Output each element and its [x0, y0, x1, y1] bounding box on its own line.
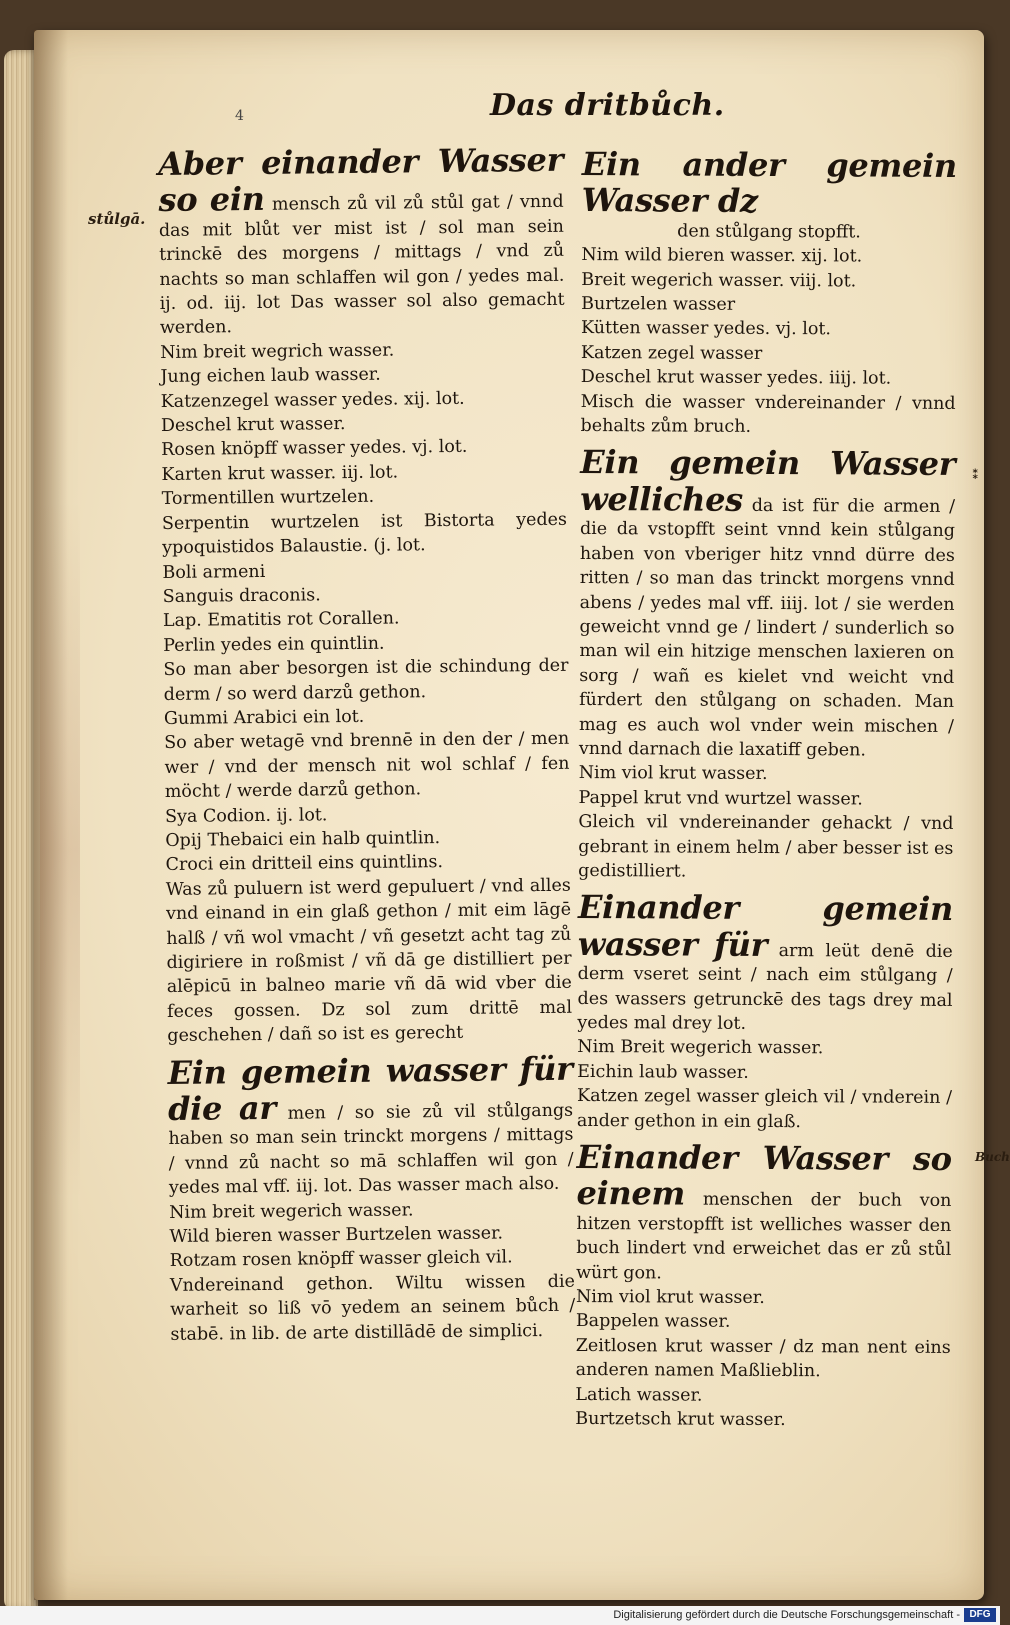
recipe-section [578, 444, 955, 885]
ingredient-list [575, 1285, 951, 1433]
ingredient-list [160, 337, 572, 1049]
ingredient-item: Eichin laub wasser. [577, 1061, 749, 1083]
page-number: 4 [235, 108, 244, 124]
left-column [158, 142, 576, 1347]
section-heading: Ein gemein wasser für die ar [167, 1049, 573, 1128]
section-body: da ist für die armen / die da vstopfft seint vnnd kein stůlgang haben von vberiger hitz vnnd dürre des ritten / so man das trinckt morgens vnnd abens / yedes mal vff. iiij. lot / sie werden geweicht vnnd ge / lindert / sunderlich so man wil ein hitzige menschen laxieren on sorg / wañ es kielet vnd weicht vnd fürdert den stůlgang on schaden. Man mag es auch wol vnder wein mischen / vnnd darnach die laxatiff geben. [578, 495, 956, 761]
ingredient-item: Serpentin wurtzelen ist Bistorta yedes ypoquistidos Balaustie. (j. lot. [161, 509, 568, 559]
ingredient-item: Nim breit wegerich wasser. [169, 1200, 414, 1223]
page-stack-edge [4, 50, 38, 1610]
section-body: men / so sie zů vil stůlgangs haben so man sein trinckt morgens / mittags / vnnd zů nacht so mā schlaffen wil gon / yedes mal vff. iij. lot. Das wasser mach also. [168, 1100, 574, 1199]
ingredient-item: Kütten wasser yedes. vj. lot. [580, 318, 832, 340]
ingredient-item: Nim viol krut wasser. [578, 763, 768, 785]
ingredient-item: Deschel krut wasser. [160, 414, 346, 437]
ingredient-item: Latich wasser. [575, 1384, 703, 1406]
ingredient-item: Breit wegerich wasser. viij. lot. [581, 269, 857, 292]
recipe-section [577, 889, 953, 1135]
digitization-footer [0, 1606, 1000, 1625]
margin-note-mark: ⁑ [972, 468, 979, 483]
ingredient-item: So aber wetagē vnd brennē in den der / men wer / vnd der mensch nit wol schlaf / fen möcht / werde darzů gethon. [164, 729, 570, 803]
ingredient-item: Bappelen wasser. [575, 1311, 731, 1333]
ingredient-item: Burtzetsch krut wasser. [575, 1409, 786, 1431]
margin-note-stulgang: stůlgā. [88, 210, 146, 228]
section-heading: Einander Wasser so einem [576, 1138, 952, 1213]
ingredient-item: Nim breit wegrich wasser. [160, 340, 395, 363]
ingredient-item: Pappel krut vnd wurtzel wasser. [578, 787, 863, 810]
section-heading: Aber einander Wasser so ein [157, 140, 564, 220]
ingredient-item: Opij Thebaici ein halb quintlin. [165, 828, 441, 851]
ingredient-list [169, 1196, 576, 1347]
ingredient-item: So man aber besorgen ist die schindung der derm / so werd darzů gethon. [163, 655, 569, 705]
ingredient-list [577, 1035, 953, 1135]
recipe-section [158, 142, 572, 1049]
ingredient-item: Nim Breit wegerich wasser. [577, 1037, 824, 1059]
ingredient-item: Rosen knöpff wasser yedes. vj. lot. [161, 437, 468, 461]
section-heading: Ein gemein Wasser welliches [580, 443, 956, 519]
ingredient-item: Jung eichen laub wasser. [160, 364, 381, 388]
ingredient-item: Zeitlosen krut wasser / dz man nent eins anderen namen Maßlieblin. [575, 1335, 951, 1382]
section-body: arm leüt denē die derm vseret seint / nach eim stůlgang / des wassers getrunckē des tags drey mal yedes mal drey lot. [577, 940, 953, 1034]
section-body: menschen der buch von hitzen verstopfft ist welliches wasser den buch lindert vnd erweichet das er zů stůl würt gon. [576, 1190, 952, 1284]
ingredient-item: Deschel krut wasser yedes. iiij. lot. [580, 367, 892, 389]
ingredient-item: Burtzelen wasser [581, 294, 736, 315]
ingredient-item: Katzen zegel wasser [580, 342, 763, 364]
section-body: mensch zů vil zů stůl gat / vnnd das mit blůt ver mist ist / sol man sein trinckē des morgens / mittags / vnd zů nachts so man schlaffen wil gon / yedes mal. ij. od. iij. lot Das wasser sol also gemacht werden. [158, 192, 565, 339]
section-body: den stůlgang stopfft. [677, 221, 861, 243]
section-heading: Einander gemein wasser für [577, 888, 954, 964]
funding-credit: Digitalisierung gefördert durch die Deutsche Forschungsgemeinschaft - [613, 1609, 960, 1621]
ingredient-item: Karten krut wasser. iij. lot. [161, 462, 399, 485]
ingredient-item: Tormentillen wurtzelen. [161, 487, 375, 510]
margin-note-buch: Buch [975, 1150, 1010, 1164]
page-stain [40, 500, 80, 1200]
ingredient-item: Rotzam rosen knöpff wasser gleich vil. [169, 1247, 513, 1272]
recipe-section [575, 1139, 952, 1433]
ingredient-item: Sanguis draconis. [162, 585, 321, 607]
running-head: Das dritbůch. [490, 88, 725, 123]
ingredient-list [580, 243, 956, 440]
ingredient-item: Katzen zegel wasser gleich vil / vnderein / ander gethon in ein glaß. [576, 1086, 953, 1132]
ingredient-item: Misch die wasser vndereinander / vnnd behalts zům bruch. [580, 391, 956, 437]
ingredient-item: Nim wild bieren wasser. xij. lot. [581, 245, 863, 267]
ingredient-item: Perlin yedes ein quintlin. [163, 633, 385, 656]
ingredient-item: Was zů puluern ist werd gepuluert / vnd alles vnd einand in ein glaß gethon / mit eim lāgē halß / vñ wol vmacht / vñ gesetzt acht tag zů digiriere in roßmist / vñ dā ge distilliert per alēpicū in balneo marie vñ dā wid vber die feces gossen. Dz sol zum drittē mal geschehen / dañ so ist es gerecht [165, 875, 573, 1047]
ingredient-item: Vndereinand gethon. Wiltu wissen die warheit so liß vō yedem an seinem bůch / stabē. in lib. de arte distillādē de simplici. [169, 1271, 576, 1345]
ingredient-item: Wild bieren wasser Burtzelen wasser. [169, 1223, 504, 1248]
ingredient-item: Katzenzegel wasser yedes. xij. lot. [160, 388, 465, 412]
ingredient-item: Croci ein dritteil eins quintlins. [165, 852, 444, 876]
section-heading: Ein ander gemein Wasser dz [581, 145, 958, 221]
ingredient-list [578, 761, 954, 885]
ingredient-item: Gummi Arabici ein lot. [163, 706, 365, 729]
ingredient-item: Nim viol krut wasser. [575, 1287, 765, 1309]
dfg-logo: DFG [964, 1608, 996, 1622]
right-column [575, 146, 957, 1433]
ingredient-item: Gleich vil vndereinander gehackt / vnd gebrant in einem helm / aber besser ist es gedistilliert. [578, 812, 954, 882]
recipe-section [580, 146, 957, 440]
ingredient-item: Sya Codion. ij. lot. [164, 804, 328, 827]
ingredient-item: Lap. Ematitis rot Corallen. [162, 608, 400, 632]
ingredient-item: Boli armeni [162, 561, 266, 583]
recipe-section [168, 1050, 576, 1347]
